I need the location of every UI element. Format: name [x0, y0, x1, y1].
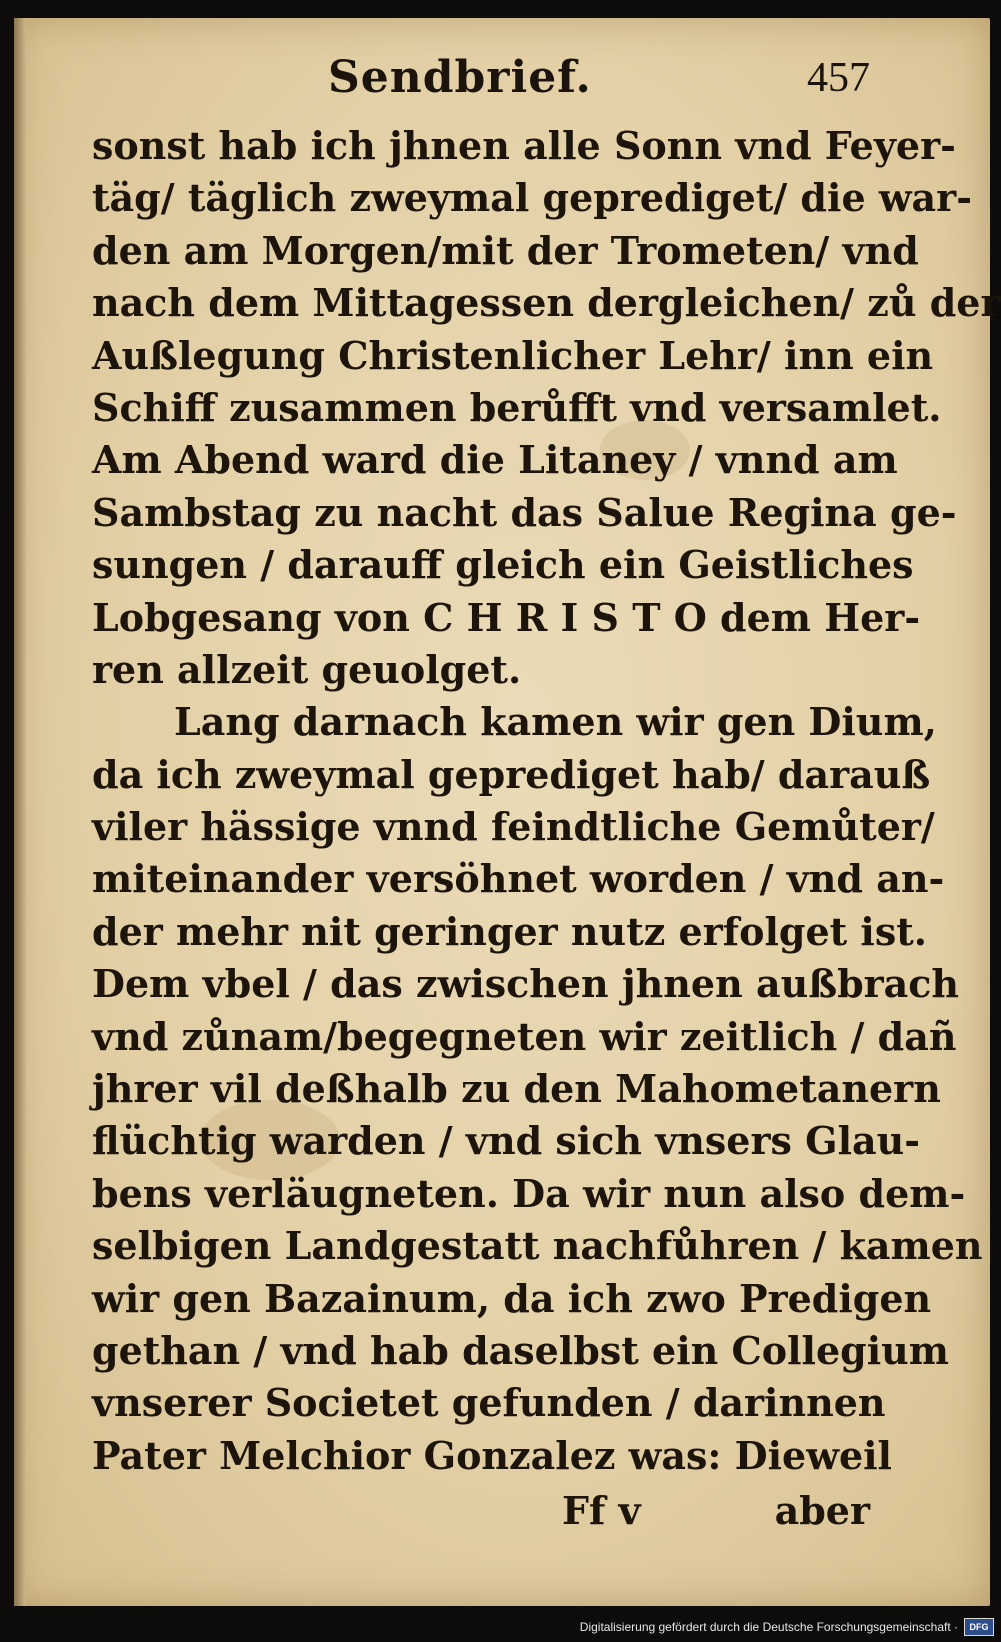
text-line: miteinander versöhnet worden / vnd an-: [92, 856, 945, 902]
page-number: 457: [807, 55, 870, 101]
catchword: aber: [774, 1488, 870, 1533]
text-line: Sambstag zu nacht das Salue Regina ge-: [92, 489, 957, 535]
text-line: nach dem Mittagessen dergleichen/ zů der: [92, 280, 1001, 326]
text-line: bens verläugneten. Da wir nun also dem-: [92, 1170, 966, 1216]
text-line: ren allzeit geuolget.: [92, 646, 522, 692]
running-head: Sendbrief.: [328, 52, 592, 103]
text-line: wir gen Bazainum, da ich zwo Predigen: [92, 1275, 932, 1321]
text-line: vnd zůnam/begegneten wir zeitlich / dañ: [92, 1013, 957, 1059]
text-line: vnserer Societet gefunden / darinnen: [92, 1380, 886, 1426]
text-line: viler hässige vnnd feindtliche Gemůter/: [92, 804, 935, 850]
dfg-logo-icon: DFG: [964, 1618, 994, 1636]
page-gutter-edge: [14, 18, 26, 1606]
text-line: jhrer vil deßhalb zu den Mahometanern: [92, 1066, 941, 1112]
credit-text: Digitalisierung gefördert durch die Deutsche Forschungsgemeinschaft ·: [579, 1620, 958, 1634]
text-line: Schiff zusammen berůfft vnd versamlet.: [92, 384, 942, 430]
page-header: [92, 52, 870, 122]
text-line: der mehr nit geringer nutz erfolget ist.: [92, 908, 928, 954]
text-line: Dem vbel / das zwischen jhnen außbrach: [92, 961, 960, 1007]
text-line: gethan / vnd hab daselbst ein Collegium: [92, 1327, 949, 1373]
text-line: den am Morgen/mit der Trometen/ vnd: [92, 227, 919, 273]
text-line: täg/ täglich zweymal geprediget/ die war-: [92, 175, 972, 221]
text-line: Lobgesang von C H R I S T O dem Her-: [92, 594, 921, 640]
text-line: Lang darnach kamen wir gen Dium,: [174, 699, 937, 745]
text-line: sungen / darauff gleich ein Geistliches: [92, 542, 914, 588]
digitization-credit: [574, 1616, 1000, 1638]
text-line: flüchtig warden / vnd sich vnsers Glau-: [92, 1118, 921, 1164]
text-line: selbigen Landgestatt nachfůhren / kamen: [92, 1223, 983, 1269]
text-line: sonst hab ich jhnen alle Sonn vnd Feyer-: [92, 123, 956, 168]
text-line: Pater Melchior Gonzalez was: Dieweil: [92, 1432, 892, 1478]
text-line: da ich zweymal geprediget hab/ darauß: [92, 751, 931, 797]
text-line: Am Abend ward die Litaney / vnnd am: [92, 437, 898, 483]
page-footer: [92, 1488, 870, 1544]
body-text: [92, 120, 1001, 1482]
signature-mark: Ff v: [562, 1488, 641, 1533]
text-line: Außlegung Christenlicher Lehr/ inn ein: [92, 332, 934, 378]
